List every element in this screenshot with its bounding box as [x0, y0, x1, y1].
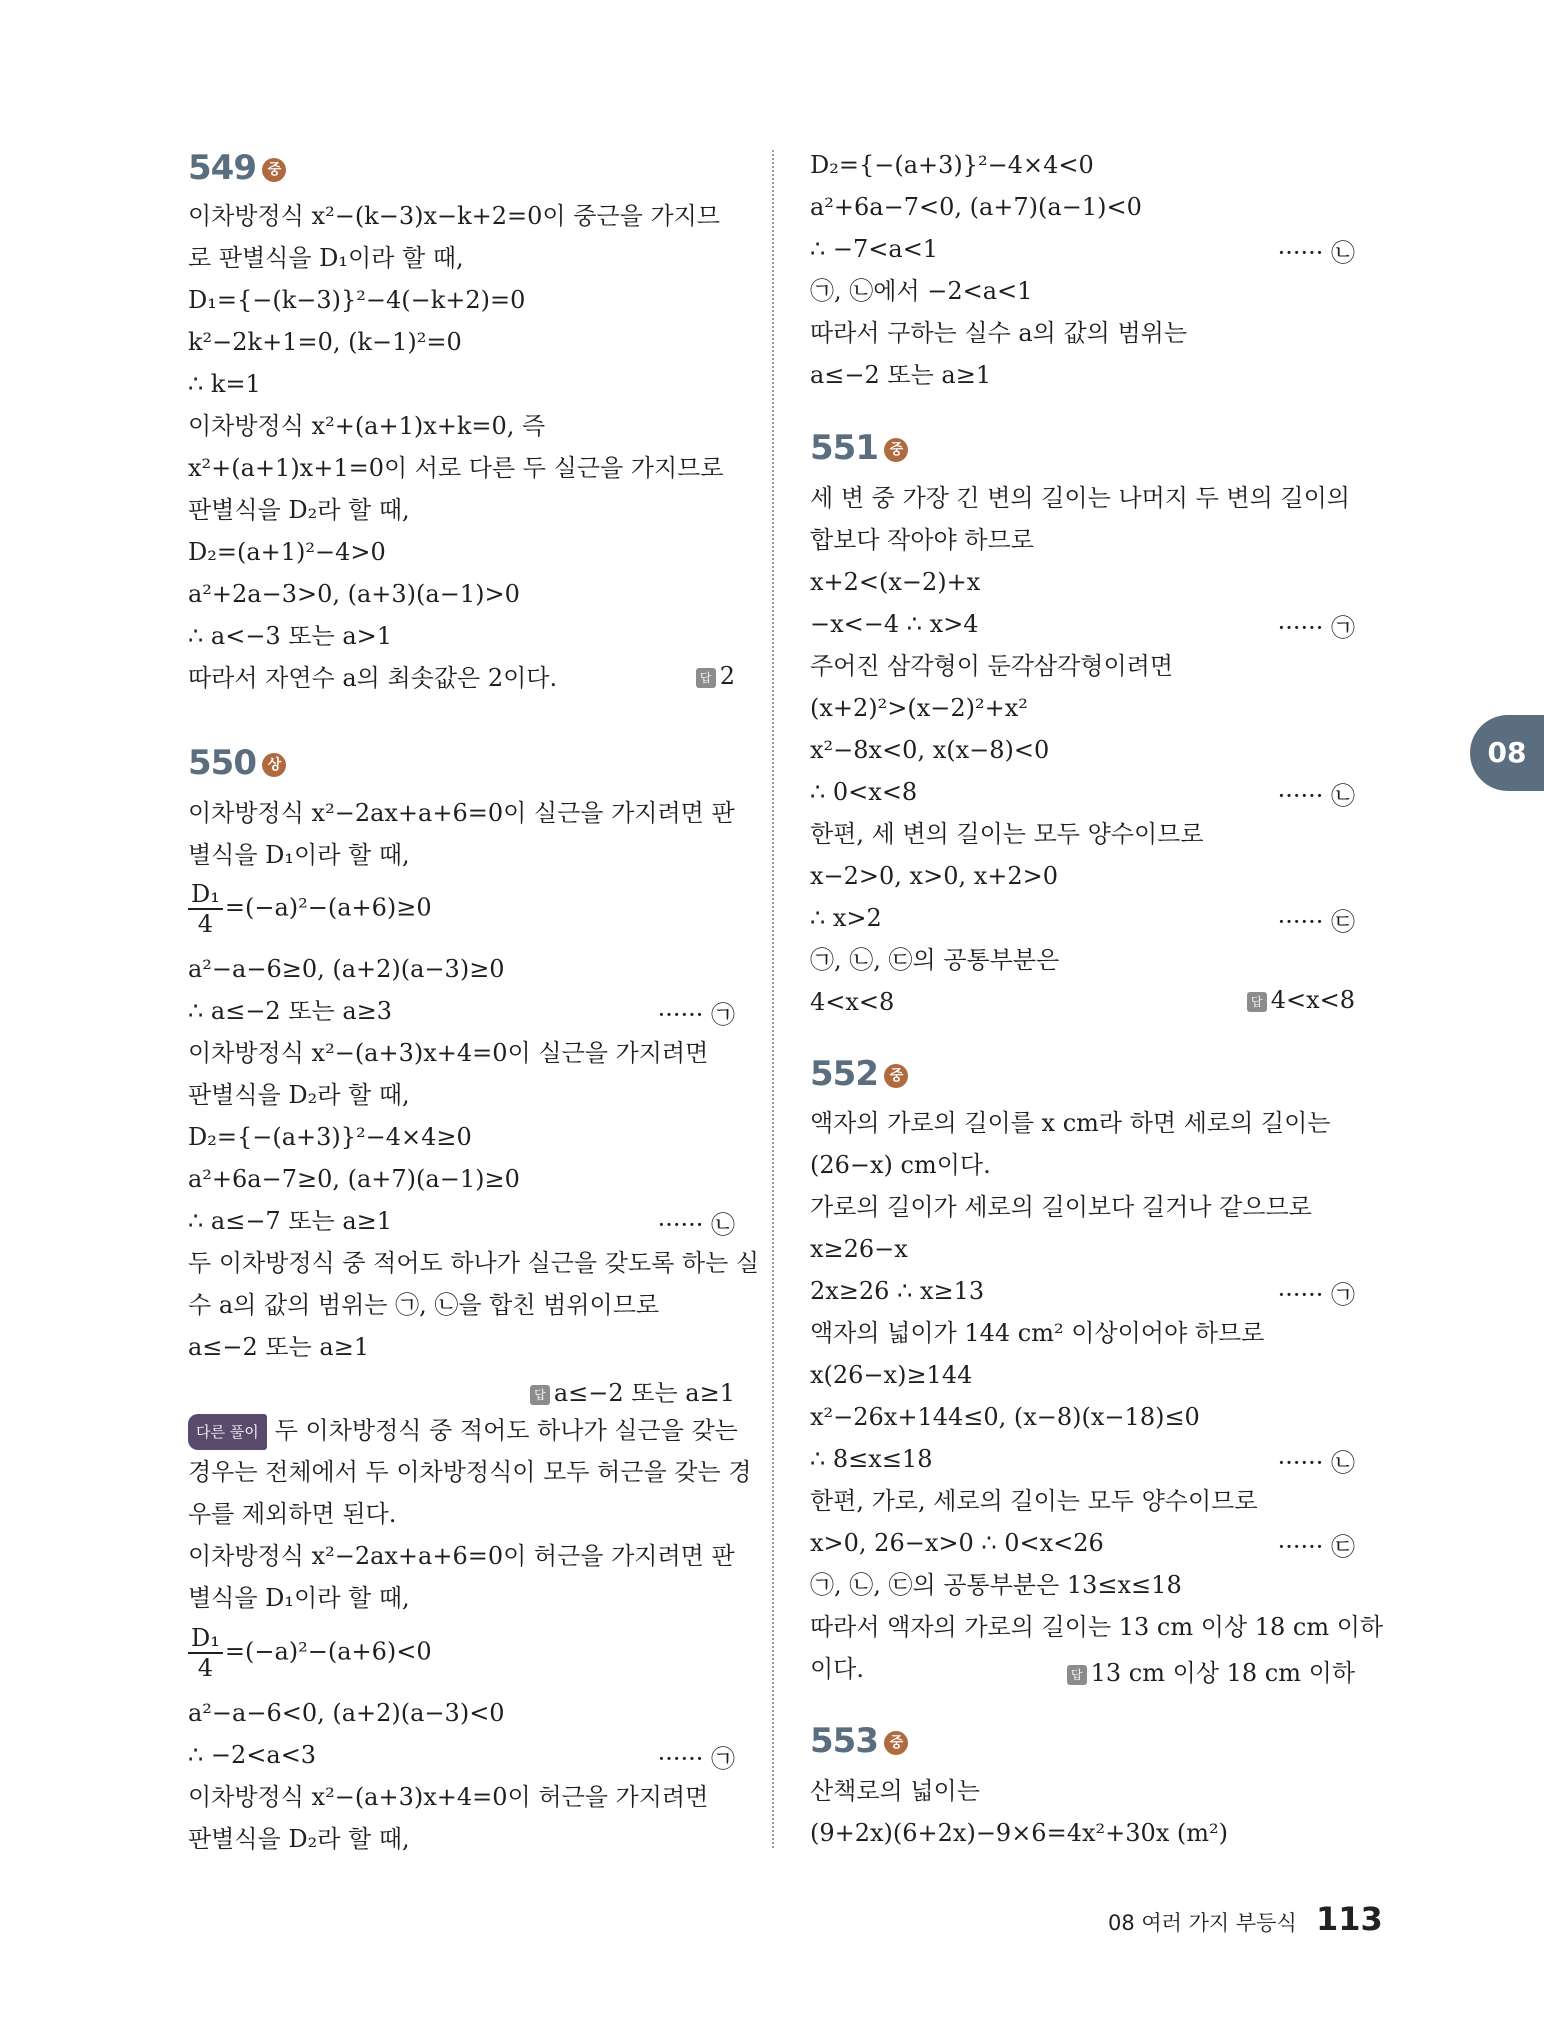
problem-551-number: 551 중	[810, 428, 908, 468]
text-line: a²−a−6<0, (a+2)(a−3)<0	[188, 1699, 505, 1727]
text-line: a²+6a−7≥0, (a+7)(a−1)≥0	[188, 1165, 520, 1193]
ref-marker: ······ ㉠	[1277, 614, 1355, 642]
text-line: x²−8x<0, x(x−8)<0	[810, 736, 1050, 764]
text-line: 이차방정식 x²−2ax+a+6=0이 실근을 가지려면 판	[188, 799, 735, 827]
level-badge: 중	[884, 1731, 908, 1755]
text-line: 별식을 D₁이라 할 때,	[188, 841, 410, 869]
text-line: ∴ a≤−7 또는 a≥1	[188, 1207, 393, 1235]
text-line: 두 이차방정식 중 적어도 하나가 실근을 갖도록 하는 실	[188, 1249, 760, 1277]
text-line: ∴ −7<a<1	[810, 235, 939, 263]
text-line: (9+2x)(6+2x)−9×6=4x²+30x (m²)	[810, 1819, 1229, 1847]
text-line: ㉠, ㉡에서 −2<a<1	[810, 277, 1033, 305]
level-badge: 중	[884, 438, 908, 462]
text-line: a²−a−6≥0, (a+2)(a−3)≥0	[188, 955, 505, 983]
text-line: 한편, 세 변의 길이는 모두 양수이므로	[810, 820, 1204, 848]
text-line: 수 a의 값의 범위는 ㉠, ㉡을 합친 범위이므로	[188, 1291, 660, 1319]
level-badge: 상	[262, 753, 286, 777]
text-line: 판별식을 D₂라 할 때,	[188, 1825, 410, 1853]
text-line: 따라서 액자의 가로의 길이는 13 cm 이상 18 cm 이하	[810, 1613, 1384, 1641]
chapter-side-tab: 08	[1470, 715, 1544, 791]
text-line: x+2<(x−2)+x	[810, 568, 981, 596]
text-line: a≤−2 또는 a≥1	[188, 1333, 370, 1361]
text-line: ∴ a≤−2 또는 a≥3	[188, 997, 393, 1025]
text-line: 산책로의 넓이는	[810, 1777, 980, 1805]
text-line: ∴ a<−3 또는 a>1	[188, 622, 393, 650]
text-line: 다른 풀이 두 이차방정식 중 적어도 하나가 실근을 갖는	[188, 1414, 735, 1450]
alt-solution-badge: 다른 풀이	[188, 1414, 267, 1450]
answer-549: 답 2	[696, 662, 735, 690]
answer-551: 답 4<x<8	[1247, 986, 1355, 1014]
fraction-equation: $\frac{\text{D₁}}{4}$ =(−a)²−(a+6)<0	[188, 1624, 432, 1682]
ref-marker: ······ ㉡	[1277, 1449, 1355, 1477]
text-line: 액자의 넓이가 144 cm² 이상이어야 하므로	[810, 1319, 1265, 1347]
problem-549-number: 549 중	[188, 148, 286, 188]
text-line: ∴ −2<a<3	[188, 1741, 317, 1769]
answer-tag: 답	[1247, 992, 1267, 1012]
page-number: 113	[1316, 1900, 1383, 1938]
text-line: x≥26−x	[810, 1235, 908, 1263]
text-line: x(26−x)≥144	[810, 1361, 973, 1389]
ref-marker: ······ ㉡	[1277, 782, 1355, 810]
answer-tag: 답	[530, 1385, 550, 1405]
problem-552-number: 552 중	[810, 1054, 908, 1094]
text-line: 이차방정식 x²−(a+3)x+4=0이 허근을 가지려면	[188, 1783, 709, 1811]
text-line: (26−x) cm이다.	[810, 1151, 991, 1179]
text-line: 이차방정식 x²−(a+3)x+4=0이 실근을 가지려면	[188, 1039, 709, 1067]
text-line: a²+6a−7<0, (a+7)(a−1)<0	[810, 193, 1142, 221]
ref-marker: ······ ㉡	[1277, 239, 1355, 267]
text-line: ∴ 8≤x≤18	[810, 1445, 933, 1473]
text-line: x−2>0, x>0, x+2>0	[810, 862, 1059, 890]
text-line: (x+2)²>(x−2)²+x²	[810, 694, 1028, 722]
ref-marker: ······ ㉠	[1277, 1281, 1355, 1309]
text-line: 로 판별식을 D₁이라 할 때,	[188, 244, 464, 272]
footer-chapter-title: 08 여러 가지 부등식	[1108, 1911, 1297, 1935]
text-line: 따라서 구하는 실수 a의 값의 범위는	[810, 319, 1188, 347]
text-line: x²+(a+1)x+1=0이 서로 다른 두 실근을 가지므로	[188, 454, 724, 482]
text-line: k²−2k+1=0, (k−1)²=0	[188, 328, 462, 356]
text-line: ㉠, ㉡, ㉢의 공통부분은 13≤x≤18	[810, 1571, 1182, 1599]
text-line: 이차방정식 x²−2ax+a+6=0이 허근을 가지려면 판	[188, 1542, 735, 1570]
text-line: x>0, 26−x>0 ∴ 0<x<26	[810, 1529, 1104, 1557]
answer-552: 답 13 cm 이상 18 cm 이하	[1067, 1653, 1355, 1688]
column-divider	[772, 150, 774, 1848]
text-line: 따라서 자연수 a의 최솟값은 2이다.	[188, 664, 558, 692]
text-line: 판별식을 D₂라 할 때,	[188, 496, 410, 524]
text-line: 주어진 삼각형이 둔각삼각형이려면	[810, 652, 1174, 680]
answer-tag: 답	[696, 668, 716, 688]
text-line: 2x≥26 ∴ x≥13	[810, 1277, 985, 1305]
ref-marker: ······ ㉠	[657, 1745, 735, 1773]
text-line: ∴ 0<x<8	[810, 778, 918, 806]
text-line: 4<x<8	[810, 988, 895, 1016]
text-line: x²−26x+144≤0, (x−8)(x−18)≤0	[810, 1403, 1200, 1431]
text-line: 액자의 가로의 길이를 x cm라 하면 세로의 길이는	[810, 1109, 1331, 1137]
ref-marker: ······ ㉠	[657, 1001, 735, 1029]
text-line: 우를 제외하면 된다.	[188, 1500, 397, 1528]
text-line: D₂={−(a+3)}²−4×4<0	[810, 151, 1094, 179]
text-line: 한편, 가로, 세로의 길이는 모두 양수이므로	[810, 1487, 1258, 1515]
ref-marker: ······ ㉢	[1277, 908, 1355, 936]
level-badge: 중	[262, 158, 286, 182]
text-line: D₂={−(a+3)}²−4×4≥0	[188, 1123, 472, 1151]
text-line: a≤−2 또는 a≥1	[810, 361, 992, 389]
text-line: D₁={−(k−3)}²−4(−k+2)=0	[188, 286, 526, 314]
text-line: 경우는 전체에서 두 이차방정식이 모두 허근을 갖는 경	[188, 1458, 752, 1486]
ref-marker: ······ ㉢	[1277, 1533, 1355, 1561]
text-line: 이다.	[810, 1655, 864, 1683]
answer-550: 답 a≤−2 또는 a≥1	[530, 1373, 735, 1408]
answer-tag: 답	[1067, 1665, 1087, 1685]
text-line: 이차방정식 x²−(k−3)x−k+2=0이 중근을 가지므	[188, 202, 720, 230]
text-line: ∴ k=1	[188, 370, 261, 398]
text-line: ㉠, ㉡, ㉢의 공통부분은	[810, 946, 1060, 974]
text-line: 별식을 D₁이라 할 때,	[188, 1584, 410, 1612]
text-line: D₂=(a+1)²−4>0	[188, 538, 386, 566]
ref-marker: ······ ㉡	[657, 1211, 735, 1239]
fraction-equation: $\frac{\text{D₁}}{4}$ =(−a)²−(a+6)≥0	[188, 880, 432, 938]
text-line: 가로의 길이가 세로의 길이보다 길거나 같으므로	[810, 1193, 1312, 1221]
text-line: 이차방정식 x²+(a+1)x+k=0, 즉	[188, 412, 546, 440]
text-line: 합보다 작아야 하므로	[810, 526, 1034, 554]
text-line: 판별식을 D₂라 할 때,	[188, 1081, 410, 1109]
problem-553-number: 553 중	[810, 1721, 908, 1761]
text-line: −x<−4 ∴ x>4	[810, 610, 979, 638]
text-line: a²+2a−3>0, (a+3)(a−1)>0	[188, 580, 520, 608]
text-line: 세 변 중 가장 긴 변의 길이는 나머지 두 변의 길이의	[810, 484, 1350, 512]
problem-550-number: 550 상	[188, 743, 286, 783]
level-badge: 중	[884, 1064, 908, 1088]
text-line: ∴ x>2	[810, 904, 882, 932]
